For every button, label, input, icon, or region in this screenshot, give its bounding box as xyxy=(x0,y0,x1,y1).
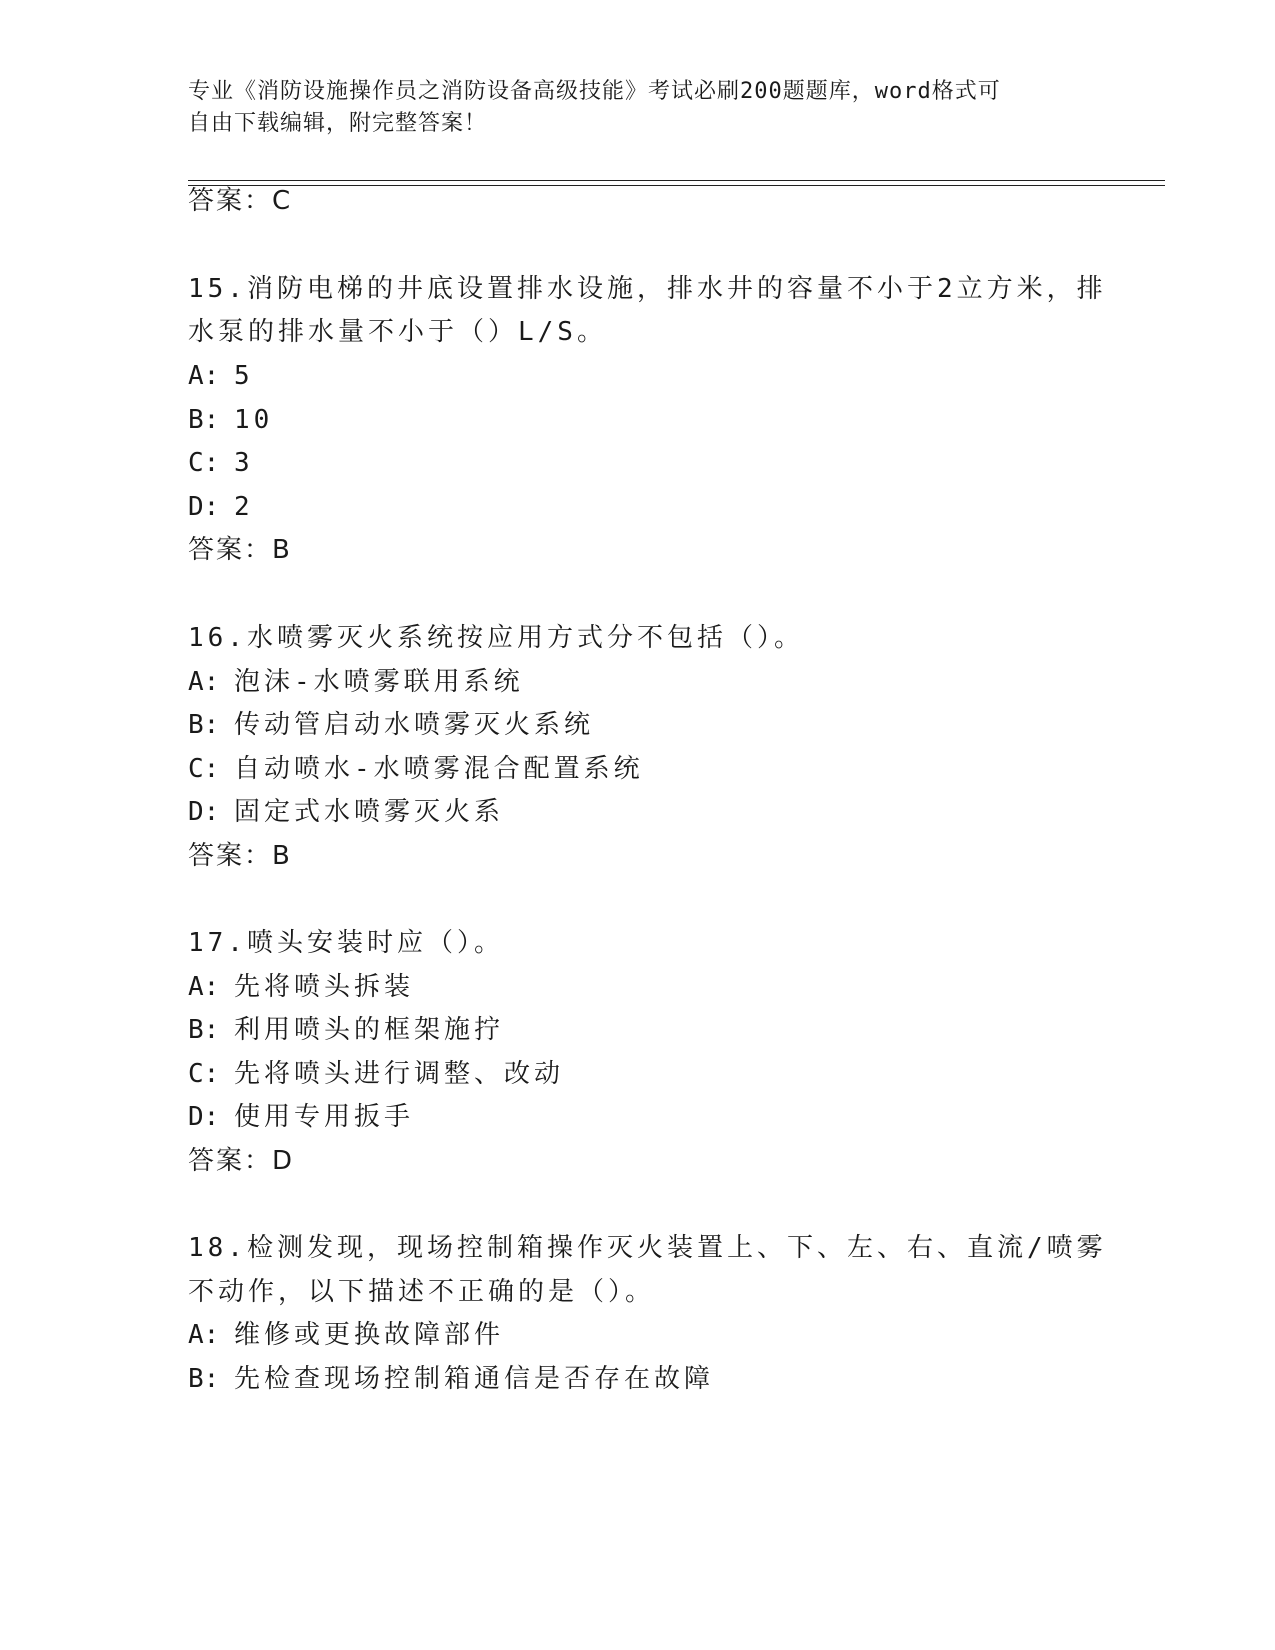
q15-stem-line-2: 水泵的排水量不小于（）L/S。 xyxy=(188,317,607,347)
option-label: B: xyxy=(188,1364,220,1394)
option-label: D: xyxy=(188,1102,220,1132)
q17-answer: 答案：D xyxy=(188,1146,295,1176)
option-text: 10 xyxy=(234,405,274,435)
q15-answer: 答案：B xyxy=(188,535,292,565)
document-header xyxy=(188,76,1068,140)
option-label: A: xyxy=(188,361,220,391)
q16-option-a xyxy=(188,664,524,700)
option-text: 3 xyxy=(234,448,254,478)
q16-option-d xyxy=(188,794,504,830)
option-label: D: xyxy=(188,492,220,522)
option-text: 泡沫-水喷雾联用系统 xyxy=(234,667,524,697)
q15-option-d xyxy=(188,489,254,525)
option-label: C: xyxy=(188,754,220,784)
header-line-2: 自由下载编辑，附完整答案！ xyxy=(188,111,488,136)
q16-stem-line-1: 16.水喷雾灭火系统按应用方式分不包括（）。 xyxy=(188,623,804,653)
option-label: B: xyxy=(188,710,220,740)
q15-stem-line-1: 15.消防电梯的井底设置排水设施，排水井的容量不小于2立方米，排 xyxy=(188,274,1107,304)
option-text: 先将喷头进行调整、改动 xyxy=(234,1059,565,1089)
q15-option-b xyxy=(188,402,273,438)
q16-option-c xyxy=(188,751,644,787)
header-rule-bottom xyxy=(188,185,1165,186)
option-label: A: xyxy=(188,667,220,697)
option-label: B: xyxy=(188,1015,220,1045)
q18-option-b xyxy=(188,1361,714,1397)
option-text: 固定式水喷雾灭火系 xyxy=(234,797,505,827)
option-text: 2 xyxy=(234,492,254,522)
prev-answer: 答案：C xyxy=(188,186,293,216)
q16-answer: 答案：B xyxy=(188,841,292,871)
option-text: 利用喷头的框架施拧 xyxy=(234,1015,505,1045)
q15-option-a xyxy=(188,358,254,394)
option-label: A: xyxy=(188,1320,220,1350)
header-rule-top xyxy=(188,180,1165,181)
q17-option-d xyxy=(188,1099,414,1135)
q16-option-b xyxy=(188,707,594,743)
option-text: 使用专用扳手 xyxy=(234,1102,415,1132)
q18-stem-line-1: 18.检测发现，现场控制箱操作灭火装置上、下、左、右、直流/喷雾 xyxy=(188,1233,1107,1263)
option-text: 先将喷头拆装 xyxy=(234,972,415,1002)
option-label: D: xyxy=(188,797,220,827)
option-text: 传动管启动水喷雾灭火系统 xyxy=(234,710,595,740)
q15-option-c xyxy=(188,445,254,481)
option-text: 维修或更换故障部件 xyxy=(234,1320,505,1350)
q18-stem-line-2: 不动作，以下描述不正确的是（）。 xyxy=(188,1277,656,1307)
option-text: 自动喷水-水喷雾混合配置系统 xyxy=(234,754,644,784)
q17-option-c xyxy=(188,1056,564,1092)
header-line-1: 专业《消防设施操作员之消防设备高级技能》考试必刷200题题库，word格式可 xyxy=(188,79,1001,104)
option-label: A: xyxy=(188,972,220,1002)
option-label: B: xyxy=(188,405,220,435)
q18-option-a xyxy=(188,1317,504,1353)
option-text: 先检查现场控制箱通信是否存在故障 xyxy=(234,1364,715,1394)
option-label: C: xyxy=(188,1059,220,1089)
q17-option-a xyxy=(188,969,414,1005)
q17-stem-line-1: 17.喷头安装时应（）。 xyxy=(188,928,504,958)
option-text: 5 xyxy=(234,361,254,391)
q17-option-b xyxy=(188,1012,504,1048)
option-label: C: xyxy=(188,448,220,478)
